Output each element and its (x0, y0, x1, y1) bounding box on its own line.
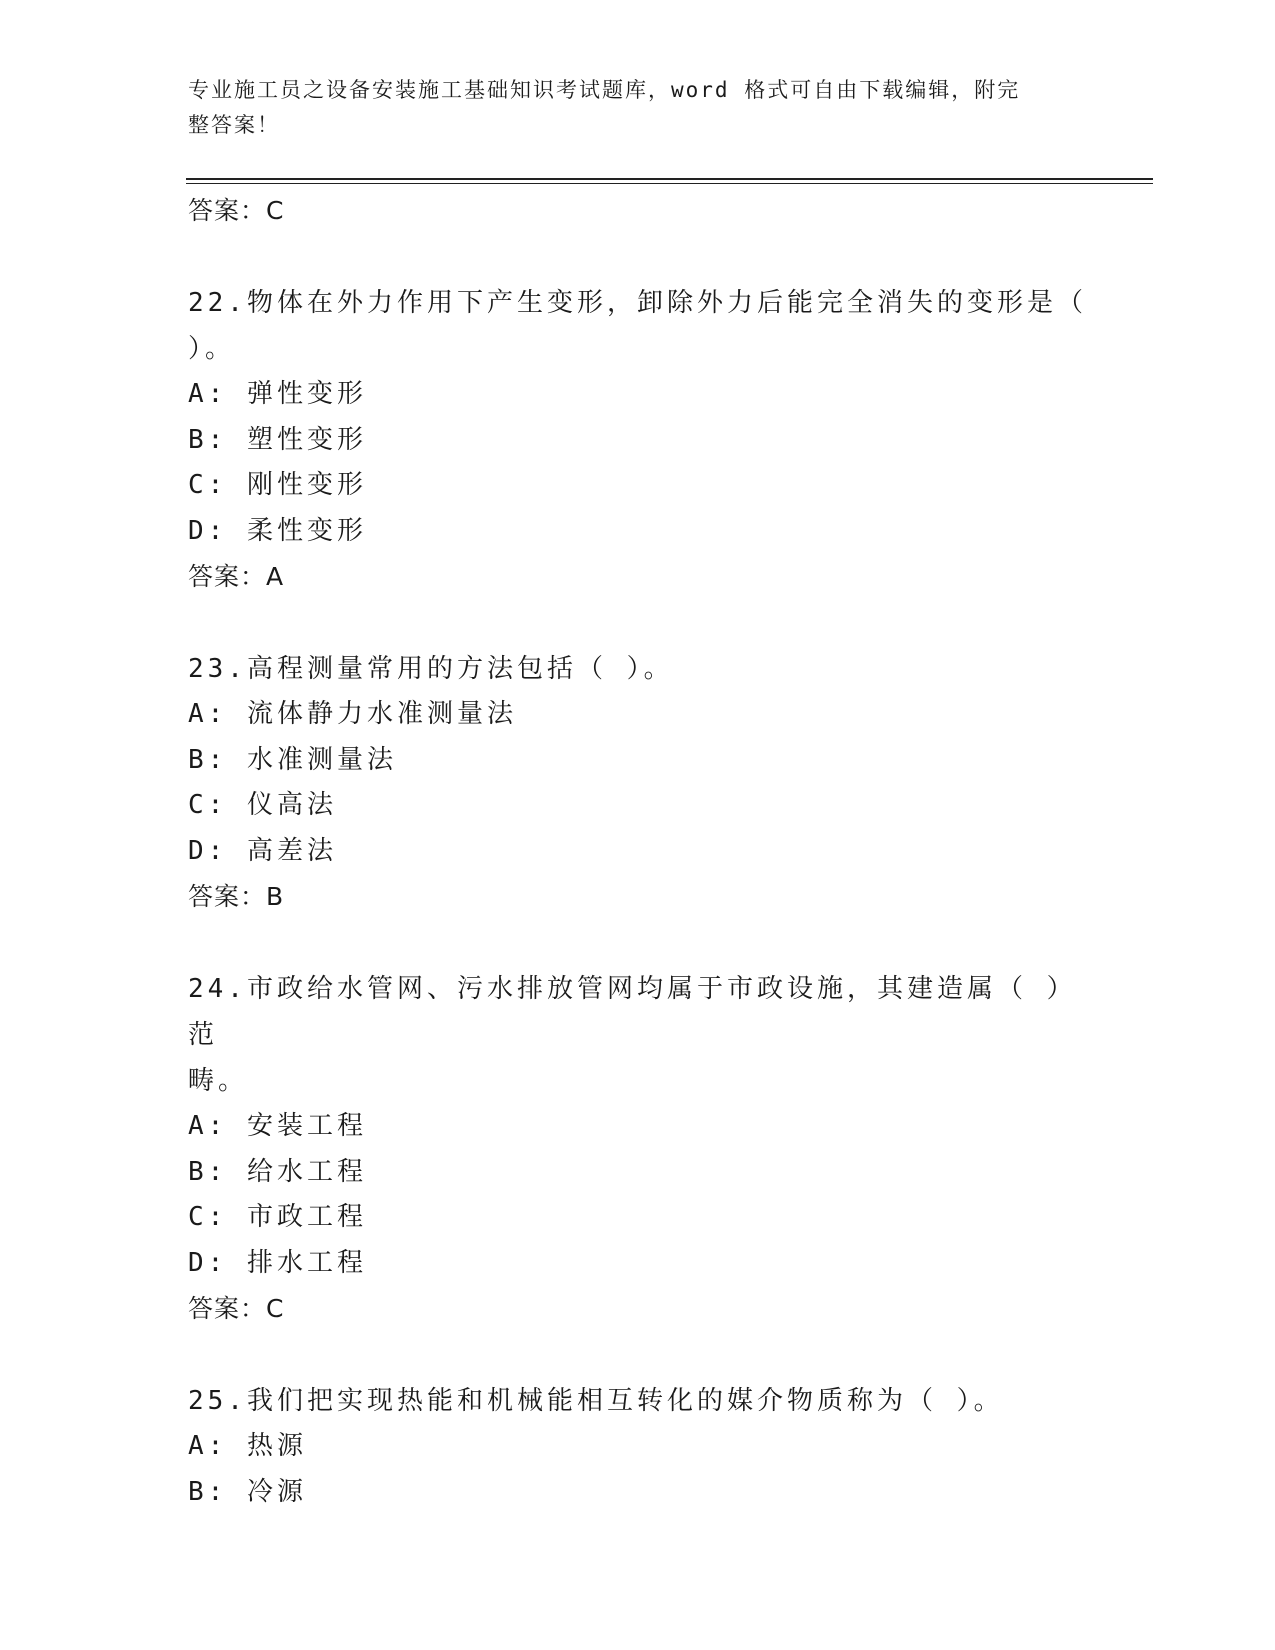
option-a: A: 安装工程 (188, 1111, 367, 1141)
option-b: B: 水准测量法 (188, 744, 397, 775)
option-d: D: 高差法 (188, 835, 337, 866)
option-a: A: 弹性变形 (188, 379, 367, 409)
answer: 答案：B (188, 882, 285, 911)
option-b: B: 塑性变形 (188, 424, 367, 455)
header-divider-thin (186, 183, 1153, 184)
question-text-continued: ）。 (188, 334, 236, 364)
question-text: 24.市政给水管网、污水排放管网均属于市政设施，其建造属（ ）范 (188, 974, 1077, 1050)
option-d: D: 排水工程 (188, 1247, 367, 1278)
question-list (188, 188, 1088, 1515)
header-line-1: 专业施工员之设备安装施工基础知识考试题库，word 格式可自由下载编辑，附完 (188, 78, 1021, 102)
option-c: C: 仪高法 (188, 790, 337, 820)
question-22 (188, 280, 1088, 600)
option-b: B: 给水工程 (188, 1156, 367, 1187)
answer: 答案：C (188, 1294, 285, 1323)
header-line-2: 整答案！ (188, 113, 280, 137)
question-text-continued: 畴。 (188, 1066, 249, 1096)
question-text: 23.高程测量常用的方法包括（ ）。 (188, 654, 674, 684)
question-24 (188, 966, 1088, 1332)
question-text: 25.我们把实现热能和机械能相互转化的媒介物质称为（ ）。 (188, 1386, 1004, 1416)
option-c: C: 市政工程 (188, 1202, 367, 1232)
previous-answer: 答案：C (188, 196, 285, 225)
option-d: D: 柔性变形 (188, 515, 367, 546)
answer: 答案：A (188, 562, 285, 591)
question-23 (188, 646, 1088, 920)
option-a: A: 热源 (188, 1431, 307, 1461)
question-25 (188, 1378, 1088, 1515)
option-a: A: 流体静力水准测量法 (188, 699, 517, 729)
document-header (188, 73, 1058, 143)
header-divider-thick (186, 178, 1153, 180)
question-text: 22.物体在外力作用下产生变形，卸除外力后能完全消失的变形是（ (188, 288, 1087, 318)
option-b: B: 冷源 (188, 1476, 307, 1507)
option-c: C: 刚性变形 (188, 470, 367, 500)
